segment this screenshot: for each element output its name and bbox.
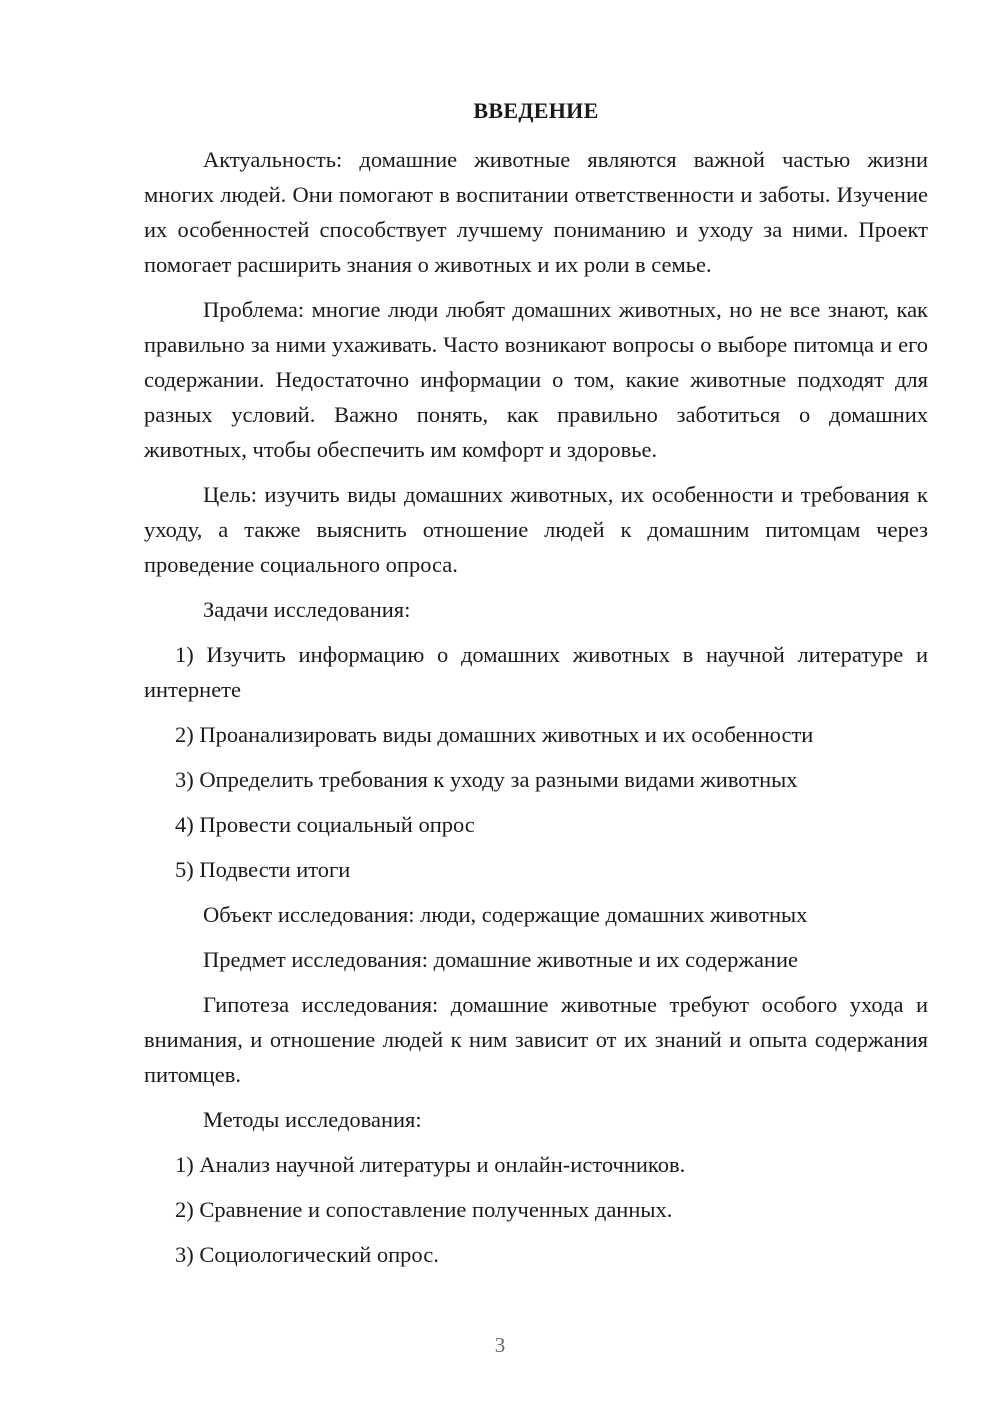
list-item: 1) Изучить информацию о домашних животных в научной литературе и интернете	[144, 642, 928, 702]
hypothesis-paragraph: Гипотеза исследования: домашние животные требуют особого ухода и внимания, и отношение людей к ним зависит от их знаний и опыта содержания питомцев.	[144, 992, 928, 1087]
subject-paragraph: Предмет исследования: домашние животные и их содержание	[203, 947, 798, 972]
tasks-title: Задачи исследования:	[203, 597, 411, 622]
page-number: 3	[494, 1333, 506, 1357]
relevance-paragraph: Актуальность: домашние животные являются важной частью жизни многих людей. Они помогают в воспитании ответственности и заботы. Изучение их особенностей способствует лучшему пониманию и уходу за ними. Проект помогает расширить знания о животных и их роли в семье.	[144, 147, 928, 277]
methods-title: Методы исследования:	[203, 1107, 422, 1132]
list-item: 5) Подвести итоги	[175, 857, 351, 882]
list-item: 4) Провести социальный опрос	[175, 812, 475, 837]
section-heading: ВВЕДЕНИЕ	[473, 98, 599, 123]
list-item: 3) Определить требования к уходу за разными видами животных	[175, 767, 798, 792]
tasks-list	[144, 637, 928, 887]
problem-paragraph: Проблема: многие люди любят домашних животных, но не все знают, как правильно за ними ухаживать. Часто возникают вопросы о выборе питомца и его содержании. Недостаточно информации о том, какие животные подходят для разных условий. Важно понять, как правильно заботиться о домашних животных, чтобы обеспечить им комфорт и здоровье.	[144, 297, 928, 462]
document-body	[144, 142, 928, 1282]
methods-list	[144, 1147, 928, 1272]
list-item: 1) Анализ научной литературы и онлайн-источников.	[175, 1152, 686, 1177]
list-item: 3) Социологический опрос.	[175, 1242, 439, 1267]
list-item: 2) Сравнение и сопоставление полученных данных.	[175, 1197, 673, 1222]
list-item: 2) Проанализировать виды домашних животных и их особенности	[175, 722, 814, 747]
object-paragraph: Объект исследования: люди, содержащие домашних животных	[203, 902, 808, 927]
goal-paragraph: Цель: изучить виды домашних животных, их особенности и требования к уходу, а также выяснить отношение людей к домашним питомцам через проведение социального опроса.	[144, 482, 928, 577]
